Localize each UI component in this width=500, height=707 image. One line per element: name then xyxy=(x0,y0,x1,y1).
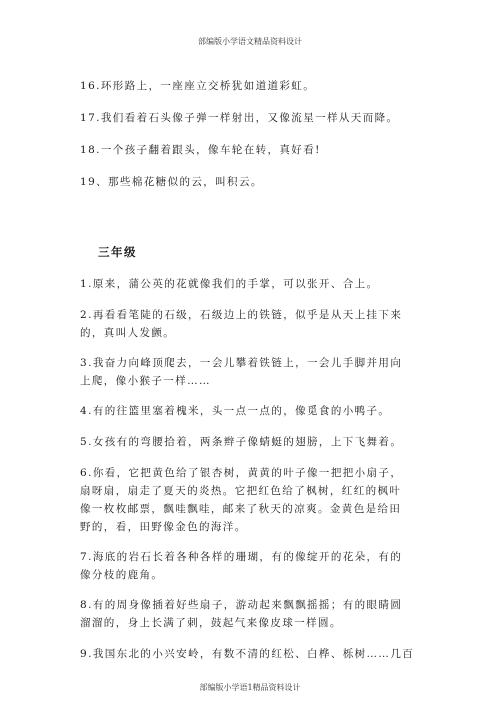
sentence-17: 17.我们看着石头像子弹一样射出，又像流星一样从天而降。 xyxy=(80,112,399,124)
grade3-item-3-line-2: 上爬，像小猴子一样…… xyxy=(80,375,211,387)
grade3-item-3-line-1: 3.我奋力向峰顶爬去，一会儿攀着铁链上，一会儿手脚并用向 xyxy=(80,357,403,369)
grade3-item-9-line-1: 9.我国东北的小兴安岭，有数不清的红松、白桦、栎树……几百 xyxy=(80,648,415,660)
grade3-item-8-line-1: 8.有的周身像插着好些扇子，游动起来飘飘摇摇；有的眼睛圆 xyxy=(80,599,403,611)
grade3-item-6-line-3: 像一枚枚邮票，飘哇飘哇，邮来了秋天的凉爽。金黄色是给田 xyxy=(80,503,402,515)
sentence-19: 19、那些棉花糖似的云，叫积云。 xyxy=(80,176,263,188)
grade3-item-7-line-2: 像分枝的鹿角。 xyxy=(80,569,164,581)
grade3-item-7-line-1: 7.海底的岩石长着各种各样的珊瑚，有的像绽开的花朵，有的 xyxy=(80,551,403,563)
grade3-item-5: 5.女孩有的弯腰拾着，两条辫子像蜻蜓的翅膀，上下飞舞着。 xyxy=(80,436,403,448)
grade3-item-2-line-1: 2.再看看笔陡的石级，石级边上的铁链，似乎是从天上挂下来 xyxy=(80,309,403,321)
page-header: 部编版小学语文精品资料设计 xyxy=(198,37,302,46)
grade3-item-6-line-4: 野的，看，田野像金色的海洋。 xyxy=(80,521,247,533)
grade3-item-6-line-1: 6.你看，它把黄色给了银杏树，黄黄的叶子像一把把小扇子， xyxy=(80,467,403,479)
grade3-item-8-line-2: 溜溜的，身上长满了刺，鼓起气来像皮球一样圆。 xyxy=(80,617,342,629)
section-title-grade-3: 三年级 xyxy=(98,245,137,259)
page-footer: 部编版小学语1精品资料设计 xyxy=(199,683,301,692)
grade3-item-6-line-2: 扇呀扇，扇走了夏天的炎热。它把红色给了枫树，红红的枫叶 xyxy=(80,485,402,497)
grade3-item-2-line-2: 的，真叫人发颤。 xyxy=(80,327,176,339)
grade3-item-4: 4.有的往篮里塞着槐米，头一点一点的，像觅食的小鸭子。 xyxy=(80,405,391,417)
grade3-item-1: 1.原来，蒲公英的花就像我们的手掌，可以张开、合上。 xyxy=(80,278,379,290)
sentence-18: 18.一个孩子翻着跟头，像车轮在转，真好看! xyxy=(80,144,321,156)
sentence-16: 16.环形路上，一座座立交桥犹如道道彩虹。 xyxy=(80,80,316,92)
